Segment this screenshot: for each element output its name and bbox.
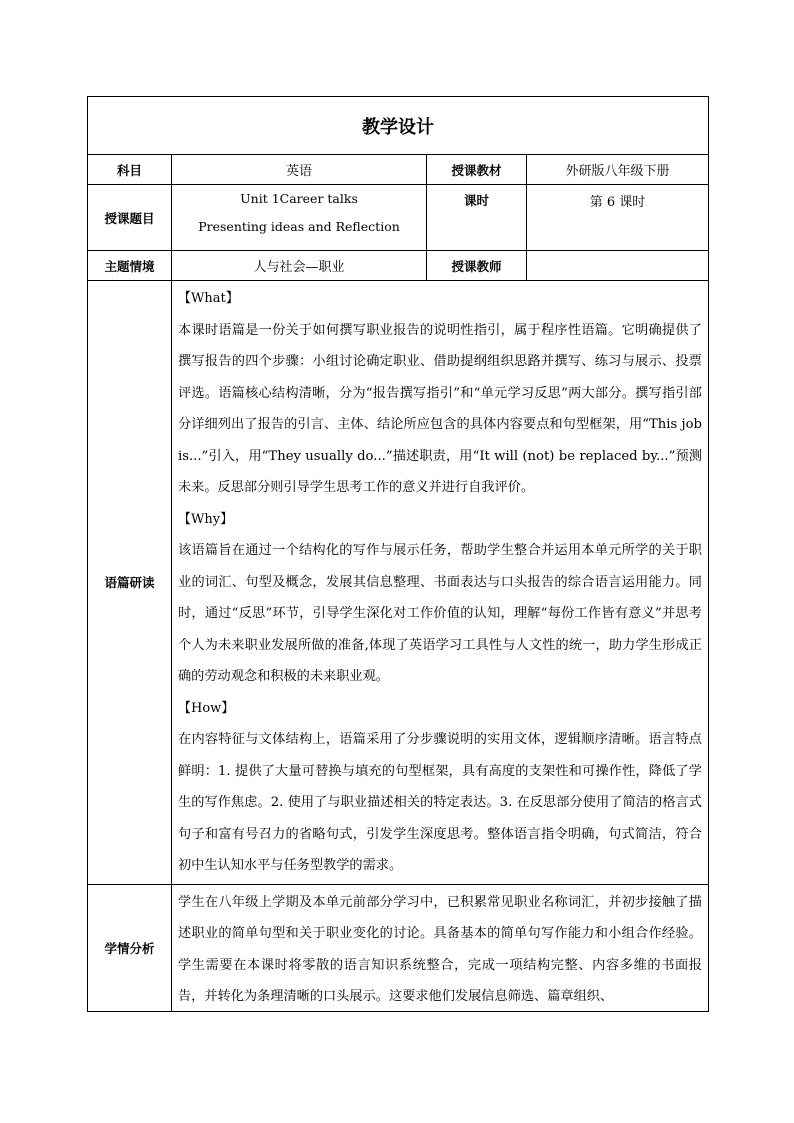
lesson-plan-table <box>87 96 709 1012</box>
page-title: 教学设计 <box>88 97 709 155</box>
how-heading: 【How】 <box>178 700 235 716</box>
learner-analysis-content <box>172 884 709 1011</box>
subject-value: 英语 <box>172 155 427 185</box>
topic-line-1: Unit 1Career talks <box>240 191 358 206</box>
topic-value <box>172 185 427 251</box>
teacher-value <box>527 251 709 281</box>
teacher-label: 授课教师 <box>427 251 527 281</box>
what-paragraph: 本课时语篇是一份关于如何撰写职业报告的说明性指引，属于程序性语篇。它明确提供了撰写报告的四个步骤：小组讨论确定职业、借助提纲组织思路并撰写、练习与展示、投票评选。语篇核心结构清晰，分为“报告撰写指引”和“单元学习反思”两大部分。撰写指引部分详细列出了报告的引言、主体、结论所应包含的具体内容要点和句型框架，用“This job is...”引入，用“They usually do...”描述职责，用“It will (not) be replaced by...”预测未来。反思部分则引导学生思考工作的意义并进行自我评价。 <box>178 322 702 495</box>
theme-label: 主题情境 <box>88 251 172 281</box>
subject-label: 科目 <box>88 155 172 185</box>
theme-value: 人与社会—职业 <box>172 251 427 281</box>
why-heading: 【Why】 <box>178 511 234 527</box>
learner-analysis-label: 学情分析 <box>88 884 172 1011</box>
material-label: 授课教材 <box>427 155 527 185</box>
learner-paragraph: 学生在八年级上学期及本单元前部分学习中，已积累常见职业名称词汇，并初步接触了描述职业的简单句型和关于职业变化的讨论。具备基本的简单句写作能力和小组合作经验。学生需要在本课时将零散的语言知识系统整合，完成一项结构完整、内容多维的书面报告，并转化为条理清晰的口头展示。这要求他们发展信息筛选、篇章组织、 <box>178 894 702 1004</box>
period-label: 课时 <box>427 185 527 251</box>
material-value: 外研版八年级下册 <box>527 155 709 185</box>
what-heading: 【What】 <box>178 291 239 306</box>
how-paragraph: 在内容特征与文体结构上，语篇采用了分步骤说明的实用文体，逻辑顺序清晰。语言特点鲜明：1. 提供了大量可替换与填充的句型框架，具有高度的支架性和可操作性，降低了学生的写作焦虑。2. 使用了与职业描述相关的特定表达。3. 在反思部分使用了简洁的格言式句子和富有号召力的省略句式，引发学生深度思考。整体语言指令明确，句式简洁，符合初中生认知水平与任务型教学的需求。 <box>178 732 702 873</box>
topic-label: 授课题目 <box>88 185 172 251</box>
period-value: 第 6 课时 <box>527 185 709 251</box>
text-analysis-content <box>172 281 709 885</box>
text-analysis-label: 语篇研读 <box>88 281 172 885</box>
topic-line-2: Presenting ideas and Reflection <box>198 219 400 234</box>
why-paragraph: 该语篇旨在通过一个结构化的写作与展示任务，帮助学生整合并运用本单元所学的关于职业的词汇、句型及概念，发展其信息整理、书面表达与口头报告的综合语言运用能力。同时，通过“反思”环节，引导学生深化对工作价值的认知，理解“每份工作皆有意义”并思考个人为未来职业发展所做的准备,体现了英语学习工具性与人文性的统一，助力学生形成正确的劳动观念和积极的未来职业观。 <box>178 543 702 684</box>
